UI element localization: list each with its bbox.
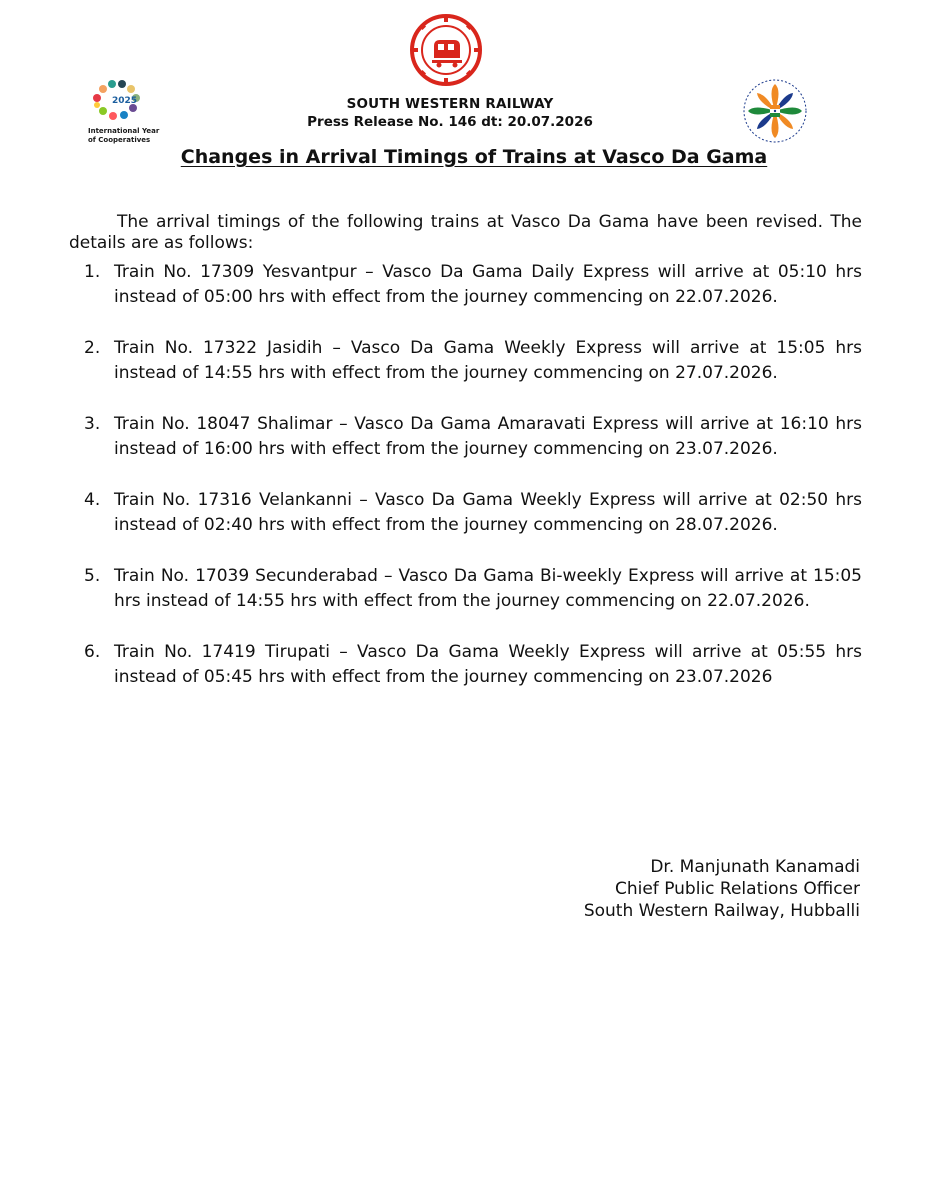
signatory-designation: Chief Public Relations Officer	[614, 879, 860, 899]
list-item	[69, 336, 862, 386]
list-item-number: 3.	[84, 414, 101, 434]
list-item-number: 2.	[84, 338, 101, 358]
list-item-text: Train No. 17039 Secunderabad – Vasco Da Gama Bi-weekly Express will arrive at 15:05 hrs instead of 14:55 hrs with effect from the journey commencing on 22.07.2026.	[114, 566, 862, 611]
organization-name: SOUTH WESTERN RAILWAY	[346, 96, 554, 112]
indian-railways-emblem-icon	[410, 14, 482, 86]
list-item	[69, 412, 862, 462]
signatory-office: South Western Railway, Hubballi	[583, 901, 860, 921]
press-release-number: Press Release No. 146 dt: 20.07.2026	[307, 114, 593, 130]
list-item-number: 4.	[84, 490, 101, 510]
list-item	[69, 260, 862, 310]
iyc-caption-line2: of Cooperatives	[88, 136, 151, 144]
list-item-text: Train No. 17309 Yesvantpur – Vasco Da Gama Daily Express will arrive at 05:10 hrs instead of 05:00 hrs with effect from the journey commencing on 22.07.2026.	[114, 262, 862, 307]
signatory-name: Dr. Manjunath Kanamadi	[650, 857, 860, 877]
list-item-text: Train No. 17316 Velankanni – Vasco Da Gama Weekly Express will arrive at 02:50 hrs instead of 02:40 hrs with effect from the journey commencing on 28.07.2026.	[114, 490, 862, 535]
page-title: Changes in Arrival Timings of Trains at Vasco Da Gama	[180, 146, 768, 168]
indian-railways-logo	[410, 14, 482, 86]
list-item-text: Train No. 17419 Tirupati – Vasco Da Gama Weekly Express will arrive at 05:55 hrs instead of 05:45 hrs with effect from the journey commencing on 23.07.2026	[114, 642, 862, 687]
list-item	[69, 640, 862, 690]
list-item	[69, 488, 862, 538]
train-changes-list	[69, 260, 862, 716]
iyc-year-label: 2025	[112, 96, 138, 106]
intro-paragraph: The arrival timings of the following trains at Vasco Da Gama have been revised. The details are as follows:	[69, 212, 862, 253]
list-item-number: 6.	[84, 642, 101, 662]
list-item-text: Train No. 18047 Shalimar – Vasco Da Gama Amaravati Express will arrive at 16:10 hrs instead of 16:00 hrs with effect from the journey commencing on 23.07.2026.	[114, 414, 862, 459]
list-item-text: Train No. 17322 Jasidih – Vasco Da Gama Weekly Express will arrive at 15:05 hrs instead of 14:55 hrs with effect from the journey commencing on 27.07.2026.	[114, 338, 862, 383]
list-item	[69, 564, 862, 614]
signature-block	[500, 856, 860, 922]
letterhead	[0, 0, 927, 144]
list-item-number: 5.	[84, 566, 101, 586]
iyc-caption-line1: International Year	[88, 127, 160, 135]
list-item-number: 1.	[84, 262, 101, 282]
